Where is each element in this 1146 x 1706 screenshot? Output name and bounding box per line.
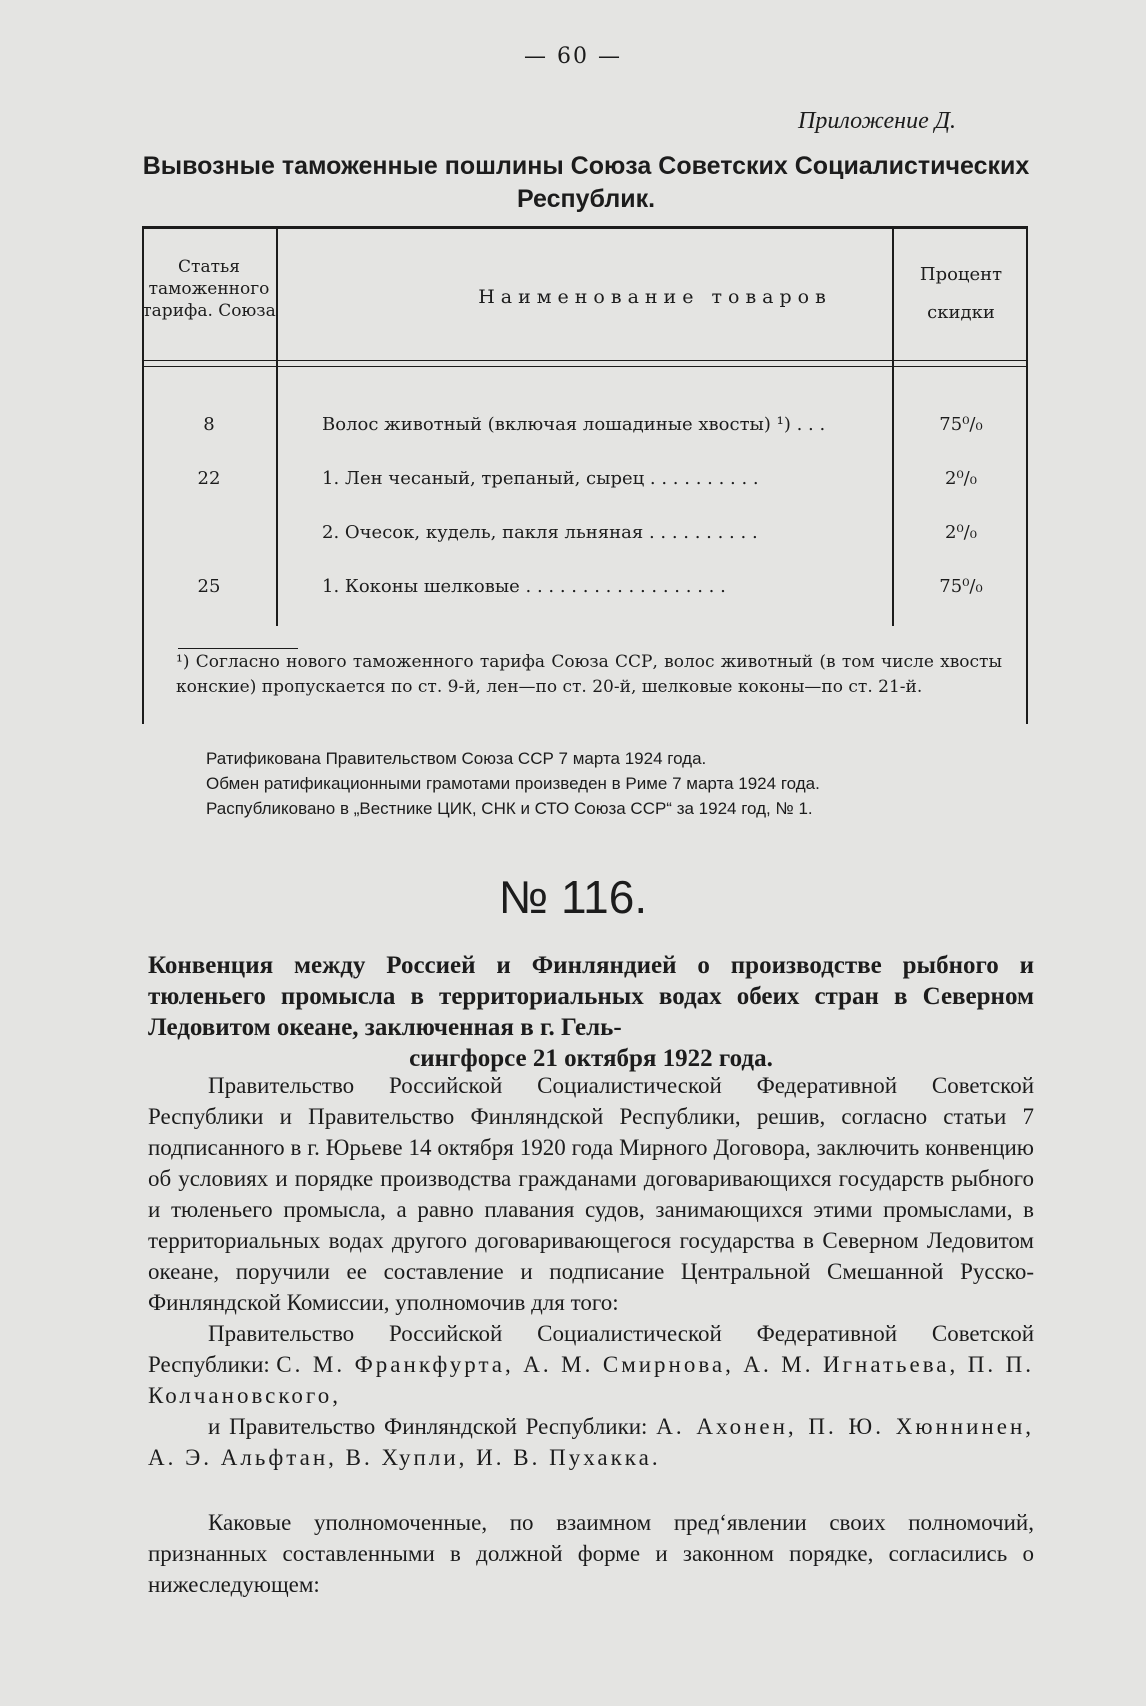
table-row <box>142 468 1028 500</box>
row-percent: 2⁰/₀ <box>945 468 977 489</box>
signatory-names: А. Ахонен, П. Ю. Хюннинен, А. Э. Альфтан, В. Хупли, И. В. Пухакка. <box>148 1414 1035 1470</box>
document-number: № 116. <box>498 871 648 923</box>
row-percent: 2⁰/₀ <box>945 522 977 543</box>
body-paragraph <box>148 1411 1034 1473</box>
table-row <box>142 414 1028 446</box>
footnote: ¹) Согласно нового таможенного тарифа Союза ССР, волос животный (в том числе хвосты конские) пропускается по ст. 9-й, лен—по ст. 20-й, шелковые коконы—по ст. 21-й. <box>176 652 1002 697</box>
row-article: 8 <box>203 414 215 435</box>
convention-title <box>148 950 1034 1074</box>
row-goods: 2. Очесок, кудель, пакля льняная . . . . . . . . . . <box>322 522 758 543</box>
paragraph-text: Правительство Российской Социалистической Федеративной Советской Республики: <box>148 1321 1034 1377</box>
table-header-separator <box>142 360 1028 367</box>
convention-body <box>148 1070 1034 1600</box>
column-header-article: Статья таможенного тарифа. Союза <box>142 257 276 321</box>
row-goods: Волос животный (включая лошадиные хвосты) ¹) . . . <box>322 414 826 435</box>
table-top-rule <box>142 226 1028 229</box>
paragraph-text: и Правительство Финляндской Республики: <box>208 1414 657 1439</box>
row-goods: 1. Коконы шелковые . . . . . . . . . . . . . . . . . . <box>322 576 726 597</box>
appendix-label: Приложение Д. <box>798 108 956 134</box>
footnote-rule <box>178 648 298 649</box>
ratification-line: Обмен ратификационными грамотами произведен в Риме 7 марта 1924 года. <box>206 774 820 793</box>
table-row <box>142 576 1028 608</box>
ratification-notes <box>206 746 1046 821</box>
body-paragraph <box>148 1318 1034 1411</box>
body-paragraph: Правительство Российской Социалистической Федеративной Советской Республики и Правительство Финляндской Республики, решив, согласно статьи 7 подписанного в г. Юрьеве 14 октября 1920 года Мирного Договора, заключить конвенцию об условиях и порядке производства гражданами договаривающихся государств рыбного и тюленьего промысла, а равно плавания судов, занимающихся этими промыслами, в территориальных водах другого договаривающегося государства в Северном Ледовитом океане, поручили ее составление и подписание Центральной Смешанной Русско-Финляндской Комиссии, уполномочив для того: <box>148 1073 1034 1315</box>
page-number: — 60 — <box>524 44 622 69</box>
ratification-line: Ратификована Правительством Союза ССР 7 марта 1924 года. <box>206 749 707 768</box>
convention-title-main: Конвенция между Россией и Финляндией о производстве рыбного и тюленьего промысла в территориальных водах обеих стран в Северном Ледовитом океане, заключенная в г. Гель- <box>148 952 1034 1041</box>
row-percent: 75⁰/₀ <box>939 414 983 435</box>
document-title: Вывозные таможенные пошлины Союза Советских Социалистических Республик. <box>142 152 1030 213</box>
body-paragraph: Каковые уполномоченные, по взаимном пред‘явлении своих полномочий, признанных составленными в должной форме и законном порядке, согласились о нижеследующем: <box>148 1510 1034 1597</box>
table-row <box>142 522 1028 554</box>
row-article: 25 <box>197 576 221 597</box>
column-header-percent: Процент скидки <box>919 264 1003 323</box>
ratification-line: Распубликовано в „Вестнике ЦИК, СНК и СТО Союза ССР“ за 1924 год, № 1. <box>206 799 813 818</box>
signatory-names: С. М. Франкфурта, А. М. Смирнова, А. М. Игнатьева, П. П. Колчановского, <box>148 1352 1034 1408</box>
row-article: 22 <box>197 468 221 489</box>
convention-title-last-line: сингфорсе 21 октября 1922 года. <box>409 1045 773 1072</box>
row-goods: 1. Лен чесаный, трепаный, сырец . . . . . . . . . . <box>322 468 759 489</box>
row-percent: 75⁰/₀ <box>939 576 983 597</box>
column-header-goods: Наименование товаров <box>478 286 832 308</box>
